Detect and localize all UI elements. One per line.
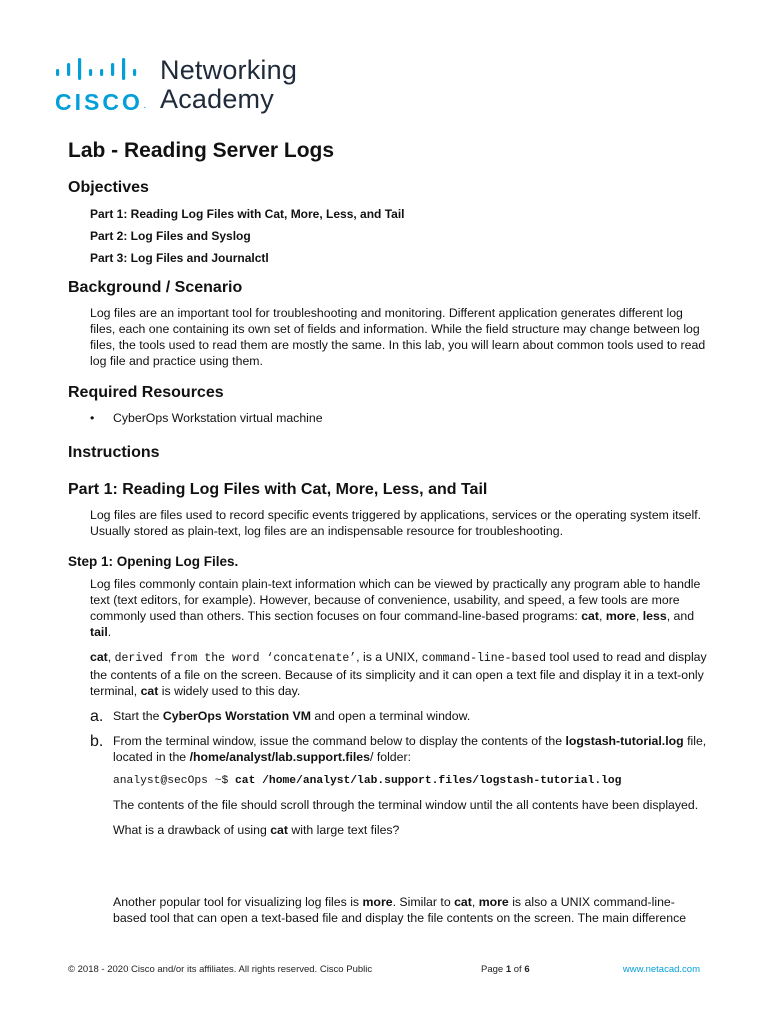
part1-intro: Log files are files used to record specific events triggered by applications, services or the operating system itself. Usually stored as plain-text, log files are an indispensable resource for troubleshooting. bbox=[90, 508, 702, 538]
step1-heading: Step 1: Opening Log Files. bbox=[68, 554, 239, 569]
step1-paragraph-1: Log files commonly contain plain-text information which can be viewed by practically any program able to handle text (text editors, for example). However, because of convenience, usability, and speed, a few tools are more commonly used than others. This section focuses on four command-line-based programs: cat, more, less, and tail. bbox=[90, 577, 701, 639]
cisco-networking-academy-logo bbox=[55, 55, 315, 117]
step-a bbox=[68, 708, 708, 724]
cisco-bars-icon bbox=[55, 57, 155, 81]
page-number: Page 1 of 6 bbox=[481, 964, 530, 975]
step1-paragraph-2: cat, derived from the word ‘concatenate’, is a UNIX, command-line-based tool used to read and display the contents of a file on the screen. Because of its simplicity and it can open a text file and display it in a text-only terminal, cat is widely used to this day. bbox=[90, 650, 707, 698]
step-b-text: From the terminal window, issue the command below to display the contents of the logstash-tutorial.log file, located in the /home/analyst/lab.support.files/ folder: bbox=[113, 734, 707, 764]
copyright-text: © 2018 - 2020 Cisco and/or its affiliates. All rights reserved. Cisco Public bbox=[68, 964, 373, 975]
cisco-wordmark: CISCO. bbox=[55, 89, 146, 115]
part1-heading: Part 1: Reading Log Files with Cat, More, Less, and Tail bbox=[68, 481, 488, 498]
step-a-label: a. bbox=[90, 708, 104, 725]
objectives-heading: Objectives bbox=[68, 179, 149, 196]
bullet-icon: • bbox=[90, 411, 95, 425]
instructions-heading: Instructions bbox=[68, 444, 160, 461]
step-b bbox=[68, 733, 708, 765]
resources-heading: Required Resources bbox=[68, 384, 224, 401]
background-heading: Background / Scenario bbox=[68, 279, 243, 296]
logo-academy-text: Academy bbox=[160, 84, 274, 114]
document-title: Lab - Reading Server Logs bbox=[68, 139, 335, 162]
resource-text: CyberOps Workstation virtual machine bbox=[113, 411, 323, 425]
objective-item: Part 1: Reading Log Files with Cat, More, Less, and Tail bbox=[90, 207, 405, 221]
drawback-question: What is a drawback of using cat with large text files? bbox=[113, 823, 400, 837]
terminal-command: analyst@secOps ~$ cat /home/analyst/lab.support.files/logstash-tutorial.log bbox=[113, 775, 622, 787]
resource-list-item bbox=[68, 410, 708, 426]
objective-item: Part 3: Log Files and Journalctl bbox=[90, 251, 269, 265]
step-b-label: b. bbox=[90, 733, 104, 750]
step-a-text: Start the CyberOps Worstation VM and open a terminal window. bbox=[113, 709, 471, 723]
netacad-link[interactable]: www.netacad.com bbox=[622, 964, 700, 975]
document-body bbox=[68, 136, 708, 926]
logo-networking-text: Networking bbox=[160, 55, 298, 85]
after-command-text: The contents of the file should scroll through the terminal window until the all contents have been displayed. bbox=[113, 798, 699, 812]
more-tool-paragraph: Another popular tool for visualizing log files is more. Similar to cat, more is also a UNIX command-line-based tool that can open a text-based file and display the file contents on the screen. The main difference bbox=[113, 895, 687, 925]
objectives-list bbox=[68, 206, 708, 266]
background-paragraph: Log files are an important tool for troubleshooting and monitoring. Different application generates different log files, each one containing its own set of fields and information. While the field structure may change between log files, the tools used to read them are mostly the same. In this lab, you will learn about common tools used to read log file and practice using them. bbox=[90, 306, 706, 368]
objective-item: Part 2: Log Files and Syslog bbox=[90, 229, 251, 243]
